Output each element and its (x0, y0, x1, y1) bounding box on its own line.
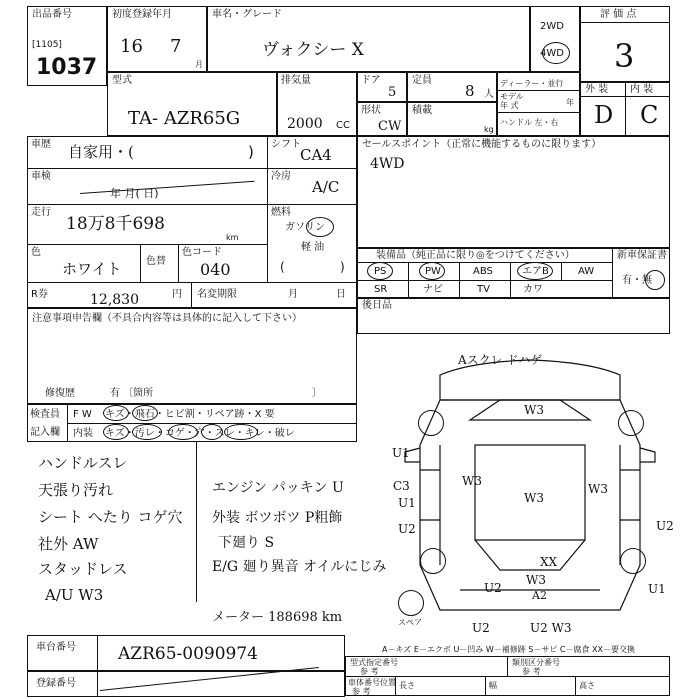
equip-ps: PS (374, 266, 387, 277)
inspector-label-2: 記入欄 (30, 427, 60, 438)
displacement-value: 2000 (287, 116, 323, 132)
history-label: 車歴 (31, 139, 51, 150)
reference-label-2: 参 考 (522, 667, 541, 676)
mark-u1-right: U1 (648, 582, 666, 596)
exterior-label: 外 装 (585, 84, 609, 95)
diagram-top-note: Aスクレ ドハゲ (458, 353, 543, 367)
first-reg-month: 7 (170, 36, 182, 57)
equip-pw-circle (419, 262, 445, 280)
remark-right-3: 下廻り S (218, 535, 275, 551)
fuel-diesel: 軽 油 (301, 242, 325, 253)
equip-leather: カワ (523, 284, 543, 295)
interior-items: キズ・汚レ・コゲ・穴・スレ・キレ・破レ (105, 428, 295, 439)
shape-value: CW (378, 119, 402, 134)
mark-u1-front: U1 (392, 446, 410, 460)
mark-u2-w3: U2 W3 (530, 621, 572, 635)
equip-airbag-circle (517, 262, 553, 280)
sales-value: 4WD (370, 156, 405, 172)
remark-2: 天張り汚れ (38, 481, 114, 499)
int-scratch-circle (103, 424, 129, 440)
fuel-label: 燃料 (271, 207, 291, 218)
displacement-label: 排気量 (281, 75, 311, 86)
interior-value: C (640, 101, 659, 129)
remark-4: 社外 AW (38, 535, 99, 553)
mileage-unit: km (226, 233, 239, 242)
spare-wheel (398, 590, 424, 616)
displacement-unit: CC (336, 120, 350, 131)
lot-number: 1037 (36, 55, 98, 80)
capacity-value: 8 (465, 82, 475, 100)
chassis-label: 車台番号 (36, 642, 76, 653)
wheel-rear-right (620, 548, 646, 574)
color-code-value: 040 (200, 260, 231, 279)
month-unit: 月 (195, 60, 203, 69)
damage-legend: A－キズ E－エクボ U－凹み W－補修跡 S－サビ C－腐食 XX－要交換 (382, 645, 636, 654)
equip-abs: ABS (473, 266, 493, 277)
sales-box (357, 136, 670, 248)
model-year-label-2: 年 式 (500, 101, 519, 110)
equip-pw: PW (425, 266, 441, 277)
history-close: ) (248, 143, 254, 161)
yen-unit: 円 (172, 289, 182, 300)
drive-4wd-circle (542, 42, 570, 64)
int-burn-circle (168, 424, 198, 440)
inspector-label-1: 検査員 (30, 409, 60, 420)
equip-ps-circle (367, 262, 393, 280)
color-label: 色 (31, 247, 41, 258)
exterior-value: D (594, 101, 614, 129)
history-value: 自家用・( (68, 143, 134, 161)
repair-close: 〕 (312, 388, 322, 399)
later-box (357, 298, 670, 334)
door-value: 5 (388, 85, 397, 100)
equip-tv: TV (477, 284, 490, 295)
color-change-label: 色替 (146, 256, 166, 267)
lot-label: 出品番号 (32, 9, 72, 20)
validity-label: 名変期限 (197, 289, 237, 300)
mark-w3-roof: W3 (524, 491, 544, 505)
mark-xx: XX (540, 555, 558, 569)
wheel-front-right (618, 410, 644, 436)
chassis-pos-label: 車体番号位置 (348, 678, 396, 687)
equipment-label: 装備品（純正品に限り◎をつけてください） (376, 250, 575, 261)
lot-code: [1105] (32, 40, 62, 50)
dealer-label: ディーラー・並行 (500, 79, 564, 88)
drive-4wd: 4WD (540, 48, 564, 59)
int-wear-circle (224, 424, 258, 440)
mark-a2: A2 (532, 589, 547, 602)
ticket-label: R券 (31, 289, 48, 300)
color-value: ホワイト (62, 260, 122, 278)
fw-chip-circle (132, 405, 158, 421)
fw-scratch-circle (103, 405, 129, 421)
fuel-paren-close: ) (340, 260, 345, 274)
mark-w3-left: W3 (462, 474, 482, 488)
handle-label: ハンドル 左・右 (500, 118, 559, 127)
warranty-value: 有・無 (622, 275, 652, 286)
registration-label: 登録番号 (36, 678, 76, 689)
chassis-value: AZR65-0090974 (118, 644, 258, 664)
remark-right-2: 外装 ボツボツ P粗飾 (212, 510, 343, 526)
length-label: 長さ (399, 681, 415, 690)
remark-3: シート へたり コゲ穴 (38, 508, 183, 526)
score-label: 評 価 点 (600, 9, 637, 20)
capacity-label: 定員 (412, 75, 432, 86)
name-grade-label: 車名・グレード (212, 9, 282, 20)
repair-value: 有 〔箇所 (110, 388, 154, 399)
remark-6: A/U W3 (45, 586, 104, 604)
drive-2wd: 2WD (540, 21, 564, 32)
equip-navi: ナビ (423, 284, 443, 295)
model-label: 型式 (112, 75, 132, 86)
remark-right-4: E/G 廻り異音 オイルにじみ (212, 559, 387, 575)
equip-aw: AW (578, 266, 595, 277)
fuel-gasoline: ガソリン (285, 222, 325, 233)
interior-label: 内 装 (630, 84, 654, 95)
fuel-paren-open: ( (280, 260, 285, 274)
inspection-label: 車検 (31, 171, 51, 182)
remark-right-1: エンジン パッキン U (212, 480, 344, 496)
mark-u1-side: U1 (398, 496, 416, 510)
mark-u2-right: U2 (656, 519, 674, 533)
equip-sr: SR (374, 284, 388, 295)
reference-label-1: 参 考 (360, 667, 379, 676)
height-label: 高さ (579, 681, 595, 690)
mark-u2-left: U2 (398, 522, 416, 536)
first-reg-year: 16 (120, 36, 143, 57)
load-label: 積載 (412, 105, 432, 116)
mark-u2-rear: U2 (484, 581, 502, 595)
color-code-label: 色コード (182, 247, 222, 258)
ac-value: A/C (312, 178, 340, 196)
sales-label: セールスポイント（正常に機能するものに限ります） (362, 139, 602, 150)
inspection-format: 年 月( 日) (110, 187, 159, 200)
repair-label: 修復歴 (45, 388, 75, 399)
capacity-unit: 人 (484, 89, 494, 100)
width-label: 幅 (489, 681, 497, 690)
door-label: ドア (361, 75, 381, 86)
mileage-label: 走行 (31, 207, 51, 218)
remark-5: スタッドレス (38, 560, 128, 578)
warranty-label: 新車保証書 (617, 250, 667, 261)
mileage-value: 18万8千698 (66, 214, 165, 234)
shape-label: 形状 (361, 105, 381, 116)
mark-u2-rear-left: U2 (472, 621, 490, 635)
int-hole-circle (201, 424, 223, 440)
model-value: TA- AZR65G (128, 108, 241, 129)
mark-w3-rear: W3 (526, 573, 546, 587)
mark-c3: C3 (393, 479, 410, 493)
wheel-front-left (418, 410, 444, 436)
equip-airbag: エアB (522, 266, 549, 277)
mark-w3-hood: W3 (524, 403, 544, 417)
fuel-gasoline-circle (306, 217, 334, 237)
model-year-label-1: モデル (500, 92, 524, 101)
wheel-rear-left (420, 548, 446, 574)
interior-row-label: 内装 (73, 428, 93, 439)
shift-label: シフト (271, 139, 301, 150)
later-label: 後日品 (362, 300, 392, 311)
type-designation-label: 型式指定番号 (350, 658, 398, 667)
notes-label: 注意事項申告欄（不具合内容等は具体的に記入して下さい） (32, 313, 302, 324)
mark-w3-right: W3 (588, 482, 608, 496)
load-unit: kg (484, 125, 494, 134)
fw-label: F W (73, 409, 92, 420)
ac-label: 冷房 (271, 171, 291, 182)
spare-label: スペア (398, 618, 422, 627)
int-dirt-circle (132, 424, 162, 440)
reference-label-3: 参 考 (352, 687, 371, 696)
validity-day: 日 (336, 289, 346, 300)
category-label: 類別区分番号 (512, 658, 560, 667)
validity-month: 月 (288, 289, 298, 300)
remark-1: ハンドルスレ (38, 454, 128, 472)
remark-right-5: メーター 188698 km (212, 610, 343, 625)
warranty-circle (645, 270, 665, 290)
shift-value: CA4 (300, 146, 332, 164)
first-reg-label: 初度登録年月 (112, 9, 172, 20)
fw-items: キズ・飛石・ヒビ割・リペア跡・X 要 (105, 409, 275, 420)
score-value: 3 (614, 37, 635, 75)
year-unit: 年 (566, 98, 574, 107)
name-grade-value: ヴォクシー X (262, 40, 364, 60)
ticket-value: 12,830 (90, 292, 139, 308)
